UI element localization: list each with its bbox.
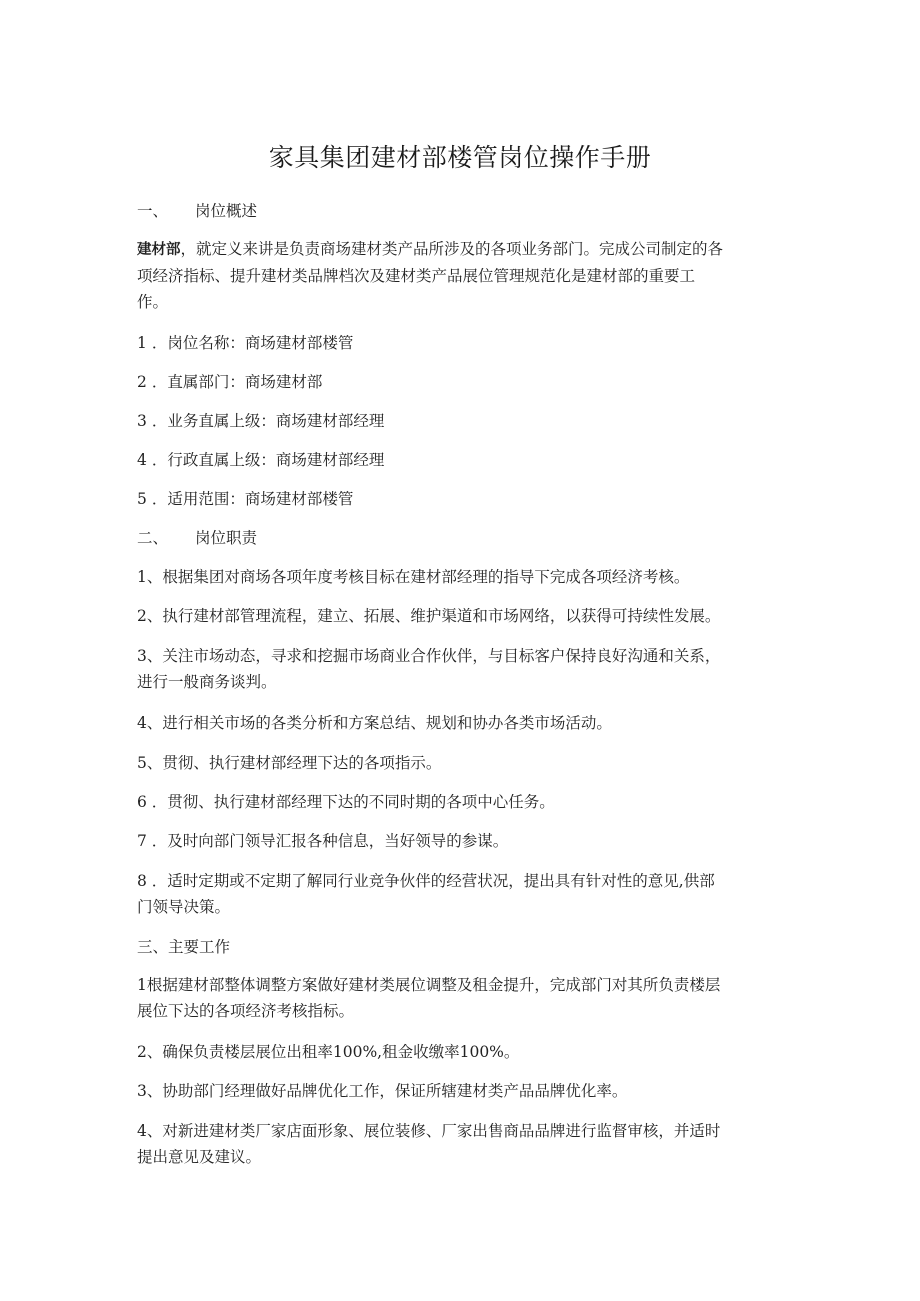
work-item: 2、确保负责楼层展位出租率100%,租金收缴率100%。 (137, 1043, 520, 1061)
intro-paragraph (137, 236, 787, 315)
duty-item: 5、贯彻、执行建材部经理下达的各项指示。 (137, 754, 442, 772)
work-item: 3、协助部门经理做好品牌优化工作，保证所辖建材类产品品牌优化率。 (137, 1082, 628, 1100)
duty-item: 8 ．适时定期或不定期了解同行业竞争伙伴的经营状况，提出具有针对性的意见,供部 门领导决策。 (137, 872, 715, 916)
list-item: 2 ．直属部门：商场建材部 (137, 373, 323, 391)
list-item: 4 ．行政直属上级：商场建材部经理 (137, 451, 385, 469)
list-item: 5 ．适用范围：商场建材部楼管 (137, 490, 354, 508)
duty-item: 7 ．及时向部门领导汇报各种信息，当好领导的参谋。 (137, 832, 509, 850)
intro-line: 建材部，就定义来讲是负责商场建材类产品所涉及的各项业务部门。完成公司制定的各 (137, 240, 724, 258)
list-item: 3 ．业务直属上级：商场建材部经理 (137, 412, 385, 430)
section-number: 二、 (137, 529, 169, 547)
list-item: 1 ．岗位名称：商场建材部楼管 (137, 334, 354, 352)
duty-item: 3、关注市场动态，寻求和挖掘市场商业合作伙伴，与目标客户保持良好沟通和关系， 进行一般商务谈判。 (137, 647, 721, 691)
duty-item: 4、进行相关市场的各类分析和方案总结、规划和协办各类市场活动。 (137, 714, 612, 732)
page-title: 家具集团建材部楼管岗位操作手册 (268, 143, 652, 172)
section-title: 岗位职责 (195, 529, 258, 547)
intro-line: 作。 (137, 293, 169, 311)
duty-item: 2、执行建材部管理流程，建立、拓展、维护渠道和市场网络，以获得可持续性发展。 (137, 607, 721, 625)
intro-lead: 建材部 (137, 242, 181, 258)
work-item: 4、对新进建材类厂家店面形象、展位装修、厂家出售商品品牌进行监督审核，并适时 提出意见及建议。 (137, 1122, 721, 1166)
section-heading-main-work: 三、主要工作 (137, 938, 231, 956)
section-title: 岗位概述 (195, 202, 258, 220)
duty-item: 6 ．贯彻、执行建材部经理下达的不同时期的各项中心任务。 (137, 793, 555, 811)
intro-line: 项经济指标、提升建材类品牌档次及建材类产品展位管理规范化是建材部的重要工 (137, 267, 696, 285)
section-number: 一、 (137, 202, 169, 220)
duty-item: 1、根据集团对商场各项年度考核目标在建材部经理的指导下完成各项经济考核。 (137, 568, 690, 586)
work-item: 1根据建材部整体调整方案做好建材类展位调整及租金提升，完成部门对其所负责楼层 展位下达的各项经济考核指标。 (137, 976, 721, 1020)
section-heading-overview (137, 199, 787, 223)
section-heading-duties (137, 526, 787, 550)
